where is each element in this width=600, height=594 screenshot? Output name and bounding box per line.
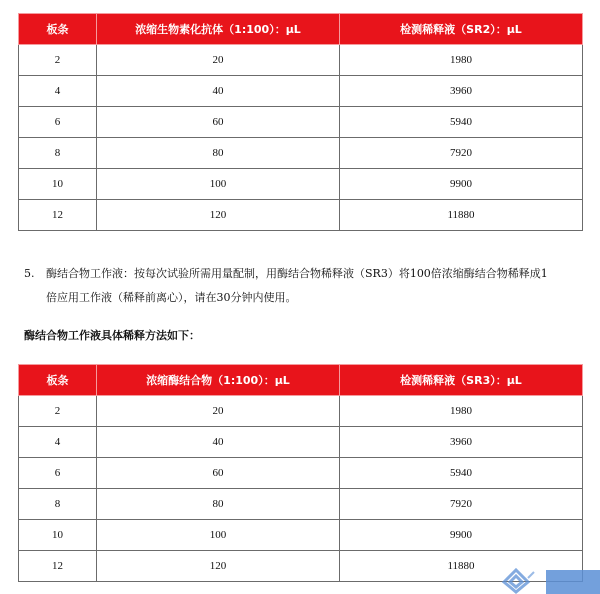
table-cell: 120 (97, 200, 340, 231)
table-header-row (19, 365, 583, 396)
table-cell: 3960 (340, 427, 583, 458)
table-cell: 20 (97, 45, 340, 76)
column-header-diluent: 检测稀释液（SR2）：μL (340, 14, 583, 45)
instruction-line-1: 酶结合物工作液：按每次试验所需用量配制，用酶结合物稀释液（SR3）将100倍浓缩酶结合物稀释成1 (46, 267, 548, 280)
table-row (19, 489, 583, 520)
column-header-strips: 板条 (19, 14, 97, 45)
table-header-row (19, 14, 583, 45)
table-cell: 12 (19, 200, 97, 231)
table-cell: 1980 (340, 396, 583, 427)
table-cell: 9900 (340, 520, 583, 551)
column-header-strips: 板条 (19, 365, 97, 396)
table-cell: 100 (97, 520, 340, 551)
table-cell: 10 (19, 520, 97, 551)
section-subheading: 酶结合物工作液具体稀释方法如下： (24, 329, 200, 342)
table-cell: 80 (97, 138, 340, 169)
table-cell: 4 (19, 427, 97, 458)
column-header-concentrate: 浓缩生物素化抗体（1:100）：μL (97, 14, 340, 45)
table-row (19, 520, 583, 551)
table-cell: 40 (97, 76, 340, 107)
table-cell: 5940 (340, 107, 583, 138)
table-cell: 11880 (340, 200, 583, 231)
table-cell: 60 (97, 107, 340, 138)
table-row (19, 138, 583, 169)
table-cell: 7920 (340, 138, 583, 169)
table-cell: 6 (19, 458, 97, 489)
table-row (19, 396, 583, 427)
table-cell: 40 (97, 427, 340, 458)
table-cell: 5940 (340, 458, 583, 489)
table-row (19, 458, 583, 489)
table-cell: 4 (19, 76, 97, 107)
table-cell: 9900 (340, 169, 583, 200)
table-cell: 60 (97, 458, 340, 489)
table-cell: 8 (19, 138, 97, 169)
list-number: 5. (24, 267, 35, 280)
table-cell: 3960 (340, 76, 583, 107)
table-cell: 10 (19, 169, 97, 200)
table-cell: 2 (19, 45, 97, 76)
instruction-paragraph (24, 262, 584, 310)
table-cell: 7920 (340, 489, 583, 520)
table-row (19, 427, 583, 458)
watermark-logo-icon (498, 560, 600, 594)
table-cell: 100 (97, 169, 340, 200)
table-row (19, 169, 583, 200)
table-cell: 6 (19, 107, 97, 138)
enzyme-conjugate-dilution-table (18, 364, 583, 582)
table-cell: 1980 (340, 45, 583, 76)
instruction-line-2: 倍应用工作液（稀释前离心），请在30分钟内使用。 (46, 291, 297, 304)
table-row (19, 200, 583, 231)
antibody-dilution-table (18, 13, 583, 231)
column-header-diluent: 检测稀释液（SR3）：μL (340, 365, 583, 396)
table-cell: 20 (97, 396, 340, 427)
column-header-concentrate: 浓缩酶结合物（1:100）：μL (97, 365, 340, 396)
table-row (19, 107, 583, 138)
table-cell: 120 (97, 551, 340, 582)
table-cell: 12 (19, 551, 97, 582)
table-row (19, 76, 583, 107)
table-cell: 11880 (340, 551, 583, 582)
table-cell: 2 (19, 396, 97, 427)
table-row (19, 45, 583, 76)
table-cell: 80 (97, 489, 340, 520)
table-cell: 8 (19, 489, 97, 520)
